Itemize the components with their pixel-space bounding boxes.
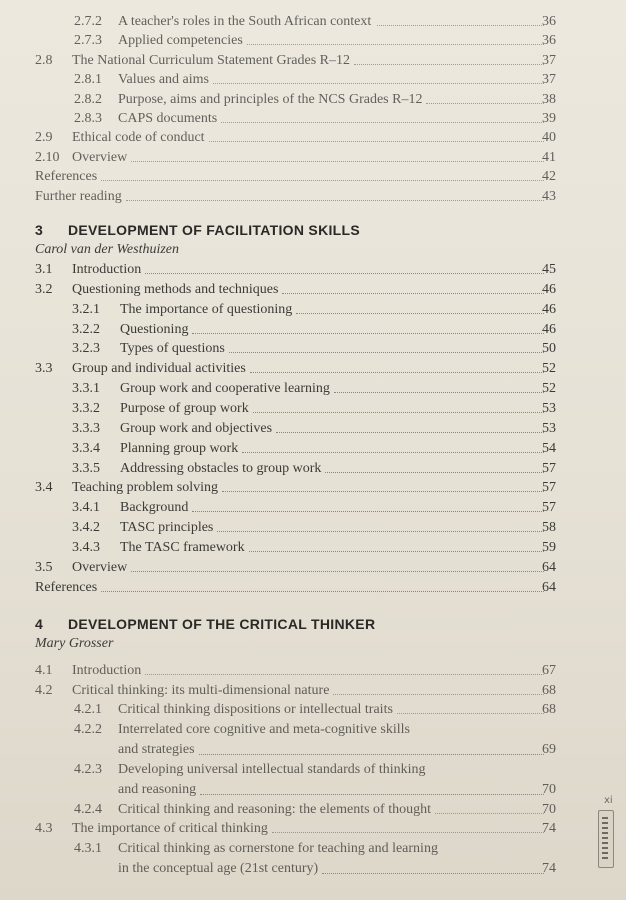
entry-title: Background <box>120 500 189 516</box>
entry-number: 2.9 <box>35 130 53 146</box>
entry-number: 4.2.3 <box>74 761 102 777</box>
entry-page-number: 74 <box>542 860 556 876</box>
entry-number: 3.1 <box>35 262 53 277</box>
toc-entry <box>0 12 626 32</box>
entry-page-number: 57 <box>542 500 556 516</box>
entry-title: Developing universal intellectual standards of thinking <box>118 761 426 777</box>
toc-entry <box>0 70 626 90</box>
entry-page-number: 46 <box>542 301 556 317</box>
chapter-number: 4 <box>35 616 44 632</box>
dot-leader <box>209 141 544 142</box>
entry-page-number: 68 <box>542 682 556 698</box>
entry-title: The importance of questioning <box>120 301 293 317</box>
entry-number: 3.4 <box>35 480 53 496</box>
entry-page-number: 70 <box>542 781 556 797</box>
entry-title: Introduction <box>72 262 142 277</box>
entry-title: Purpose, aims and principles of the NCS Grades R–12 <box>118 91 423 107</box>
chapter-author: Carol van der Westhuizen <box>35 242 180 257</box>
entry-title: Group work and cooperative learning <box>120 381 330 397</box>
entry-page-number: 39 <box>542 111 556 126</box>
entry-page-number: 36 <box>542 14 556 29</box>
entry-title: TASC principles <box>120 520 214 536</box>
dot-leader <box>272 832 544 833</box>
entry-page-number: 57 <box>542 480 556 496</box>
entry-page-number: 37 <box>542 72 556 88</box>
entry-page-number: 40 <box>542 130 556 146</box>
dot-leader <box>192 511 544 512</box>
toc-entry <box>0 187 626 207</box>
dot-leader <box>101 591 544 592</box>
entry-number: 2.7.3 <box>74 33 102 49</box>
dot-leader <box>333 694 544 695</box>
entry-title: Interrelated core cognitive and meta-cognitive skills <box>118 722 410 738</box>
toc-entry <box>0 700 626 720</box>
entry-title: Critical thinking as cornerstone for teaching and learning <box>118 840 438 856</box>
dot-leader <box>217 531 544 532</box>
dot-leader <box>242 452 544 453</box>
entry-title: Group work and objectives <box>120 420 273 436</box>
entry-title: Critical thinking dispositions or intellectual traits <box>118 702 393 718</box>
entry-title: Group and individual activities <box>72 361 246 377</box>
entry-number: 3.3.4 <box>72 440 100 456</box>
toc-entry <box>0 661 626 681</box>
entry-number: 2.8.3 <box>74 111 102 126</box>
dot-leader <box>145 674 544 675</box>
chapter-title: DEVELOPMENT OF FACILITATION SKILLS <box>68 222 361 238</box>
entry-page-number: 42 <box>542 169 556 185</box>
entry-title: Ethical code of conduct <box>72 130 205 146</box>
entry-number: 2.8.2 <box>74 91 102 107</box>
dot-leader <box>213 83 544 84</box>
entry-number: 3.3.2 <box>72 400 100 416</box>
toc-entry <box>0 459 626 479</box>
entry-title: Purpose of group work <box>120 400 249 416</box>
entry-title: References <box>35 169 98 185</box>
entry-number: 4.2.4 <box>74 801 102 817</box>
toc-entry <box>0 681 626 701</box>
chapter-title: DEVELOPMENT OF THE CRITICAL THINKER <box>68 616 376 632</box>
entry-number: 2.10 <box>35 149 60 165</box>
entry-title: Types of questions <box>120 341 225 357</box>
dot-leader <box>229 352 544 353</box>
entry-page-number: 52 <box>542 361 556 377</box>
dot-leader <box>253 412 544 413</box>
dot-leader <box>397 713 544 714</box>
dot-leader <box>131 571 544 572</box>
entry-number: 4.1 <box>35 663 53 678</box>
entry-number: 3.4.2 <box>72 520 100 536</box>
entry-number: 3.3.5 <box>72 460 100 476</box>
entry-page-number: 57 <box>542 460 556 476</box>
entry-page-number: 74 <box>542 821 556 837</box>
dot-leader <box>276 432 544 433</box>
entry-page-number: 43 <box>542 188 556 204</box>
entry-title: The TASC framework <box>120 539 245 555</box>
entry-number: 2.8.1 <box>74 72 102 88</box>
dot-leader <box>131 161 544 162</box>
toc-entry <box>0 109 626 129</box>
entry-number: 3.2.1 <box>72 301 100 317</box>
toc-entry <box>0 300 626 320</box>
chapter-number: 3 <box>35 222 44 238</box>
entry-title: CAPS documents <box>118 111 218 126</box>
toc-entry <box>0 558 626 578</box>
entry-number: 4.3 <box>35 821 53 837</box>
toc-entry <box>0 148 626 168</box>
entry-page-number: 70 <box>542 801 556 817</box>
entry-title: Applied competencies <box>118 33 243 49</box>
toc-entry <box>0 167 626 187</box>
entry-number: 4.3.1 <box>74 840 102 856</box>
entry-number: 3.3.3 <box>72 420 100 436</box>
entry-title: Critical thinking and reasoning: the elements of thought <box>118 801 431 817</box>
entry-title: Further reading <box>35 188 122 204</box>
entry-number: 3.3.1 <box>72 381 100 397</box>
entry-number: 2.8 <box>35 52 53 68</box>
dot-leader <box>296 313 544 314</box>
entry-number: 2.7.2 <box>74 14 102 29</box>
entry-page-number: 50 <box>542 341 556 357</box>
toc-entry <box>0 538 626 558</box>
toc-entry <box>0 439 626 459</box>
entry-title: Introduction <box>72 663 142 678</box>
entry-title: Teaching problem solving <box>72 480 218 496</box>
dot-leader <box>354 64 544 65</box>
entry-page-number: 45 <box>542 262 556 277</box>
dot-leader <box>192 333 544 334</box>
entry-title: References <box>35 579 98 595</box>
entry-page-number: 53 <box>542 400 556 416</box>
dot-leader <box>334 392 544 393</box>
entry-page-number: 64 <box>542 559 556 575</box>
dot-leader <box>249 551 544 552</box>
entry-number: 3.5 <box>35 559 53 575</box>
entry-title: Questioning methods and techniques <box>72 281 279 297</box>
entry-number: 3.2.2 <box>72 321 100 337</box>
dot-leader <box>200 794 544 795</box>
entry-title: Values and aims <box>118 72 209 88</box>
entry-page-number: 59 <box>542 539 556 555</box>
toc-entry <box>0 399 626 419</box>
toc-entry <box>0 800 626 820</box>
entry-page-number: 41 <box>542 149 556 165</box>
toc-entry <box>0 51 626 71</box>
dot-leader <box>221 122 544 123</box>
toc-entry <box>0 478 626 498</box>
dot-leader <box>250 372 544 373</box>
entry-title: Planning group work <box>120 440 239 456</box>
entry-title: Questioning <box>120 321 189 337</box>
entry-title: The importance of critical thinking <box>72 821 268 837</box>
toc-entry <box>0 419 626 439</box>
toc-entry <box>0 578 626 598</box>
entry-page-number: 46 <box>542 281 556 297</box>
chapter-author: Mary Grosser <box>35 636 114 651</box>
entry-title: Critical thinking: its multi-dimensional nature <box>72 682 330 698</box>
entry-page-number: 46 <box>542 321 556 337</box>
entry-title-continuation: and strategies <box>118 742 195 758</box>
entry-page-number: 53 <box>542 420 556 436</box>
entry-page-number: 58 <box>542 520 556 536</box>
page-edge-mark: xi <box>604 795 613 806</box>
entry-title: The National Curriculum Statement Grades R–12 <box>72 52 350 68</box>
dot-leader <box>247 44 544 45</box>
entry-number: 4.2.2 <box>74 722 102 738</box>
entry-number: 4.2 <box>35 682 53 698</box>
entry-number: 3.2 <box>35 281 53 297</box>
toc-entry <box>0 379 626 399</box>
entry-title: Overview <box>72 149 128 165</box>
toc-entry <box>0 518 626 538</box>
entry-title: A teacher's roles in the South African context <box>118 14 372 29</box>
entry-number: 3.4.3 <box>72 539 100 555</box>
dot-leader <box>199 754 544 755</box>
dot-leader <box>101 180 544 181</box>
toc-entry <box>0 320 626 340</box>
entry-page-number: 64 <box>542 579 556 595</box>
entry-number: 3.2.3 <box>72 341 100 357</box>
toc-entry <box>0 339 626 359</box>
entry-title: Overview <box>72 559 128 575</box>
toc-entry <box>0 31 626 51</box>
publisher-logo-icon <box>598 810 614 868</box>
dot-leader <box>282 293 544 294</box>
entry-page-number: 37 <box>542 52 556 68</box>
entry-title: Addressing obstacles to group work <box>120 460 322 476</box>
entry-title-continuation: in the conceptual age (21st century) <box>118 860 319 876</box>
entry-number: 3.4.1 <box>72 500 100 516</box>
entry-page-number: 38 <box>542 91 556 107</box>
entry-title-continuation: and reasoning <box>118 781 197 797</box>
toc-entry <box>0 498 626 518</box>
toc-entry <box>0 260 626 280</box>
entry-page-number: 69 <box>542 742 556 758</box>
dot-leader <box>322 873 544 874</box>
dot-leader <box>145 273 544 274</box>
entry-page-number: 54 <box>542 440 556 456</box>
dot-leader <box>325 472 544 473</box>
dot-leader <box>377 25 544 26</box>
toc-entry <box>0 90 626 110</box>
toc-entry <box>0 280 626 300</box>
toc-entry <box>0 359 626 379</box>
toc-entry <box>0 128 626 148</box>
toc-entry <box>0 819 626 839</box>
entry-number: 4.2.1 <box>74 702 102 718</box>
entry-number: 3.3 <box>35 361 53 377</box>
dot-leader <box>126 200 544 201</box>
entry-page-number: 52 <box>542 381 556 397</box>
entry-page-number: 36 <box>542 33 556 49</box>
dot-leader <box>222 491 544 492</box>
entry-page-number: 67 <box>542 663 556 678</box>
entry-page-number: 68 <box>542 702 556 718</box>
